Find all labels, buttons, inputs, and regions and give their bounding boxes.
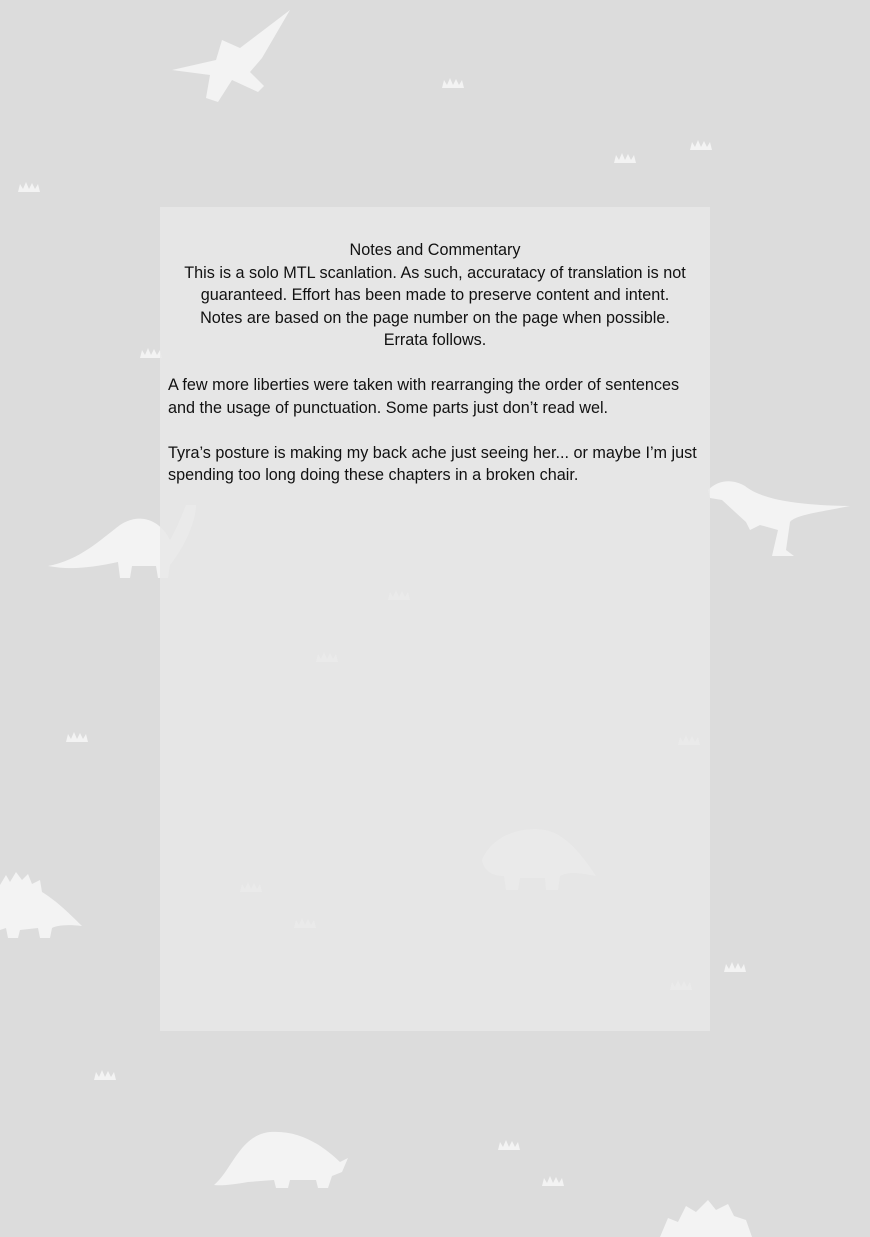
grass-icon bbox=[94, 1070, 116, 1080]
note-paragraph: Tyra’s posture is making my back ache just seeing her... or maybe I’m just spending too long doing these chapters in a broken chair. bbox=[168, 443, 697, 484]
notes-title: Notes and Commentary bbox=[349, 241, 521, 259]
grass-icon bbox=[66, 732, 88, 742]
intro-line: This is a solo MTL scanlation. As such, accuratacy of translation is not bbox=[184, 263, 686, 282]
grass-icon bbox=[498, 1140, 520, 1150]
stegosaurus-bottom-icon bbox=[660, 1200, 752, 1237]
intro-line: Errata follows. bbox=[383, 331, 487, 349]
grass-icon bbox=[724, 962, 746, 972]
intro-line: Notes are based on the page number on the page when possible. bbox=[200, 308, 670, 327]
grass-icon bbox=[442, 78, 464, 88]
grass-icon bbox=[614, 153, 636, 163]
notes-panel bbox=[160, 207, 710, 1031]
note-paragraph: A few more liberties were taken with rearranging the order of sentences and the usage of punctuation. Some parts just don’t read wel. bbox=[168, 376, 680, 417]
grass-icon bbox=[690, 140, 712, 150]
t-rex-icon bbox=[708, 481, 850, 556]
grass-icon bbox=[18, 182, 40, 192]
grass-icon bbox=[140, 348, 162, 358]
intro-line: guaranteed. Effort has been made to preserve content and intent. bbox=[200, 286, 670, 304]
grass-icon bbox=[542, 1176, 564, 1186]
stegosaurus-icon bbox=[0, 872, 82, 938]
pterodactyl-icon bbox=[172, 10, 290, 102]
triceratops-bottom-icon bbox=[214, 1132, 348, 1188]
